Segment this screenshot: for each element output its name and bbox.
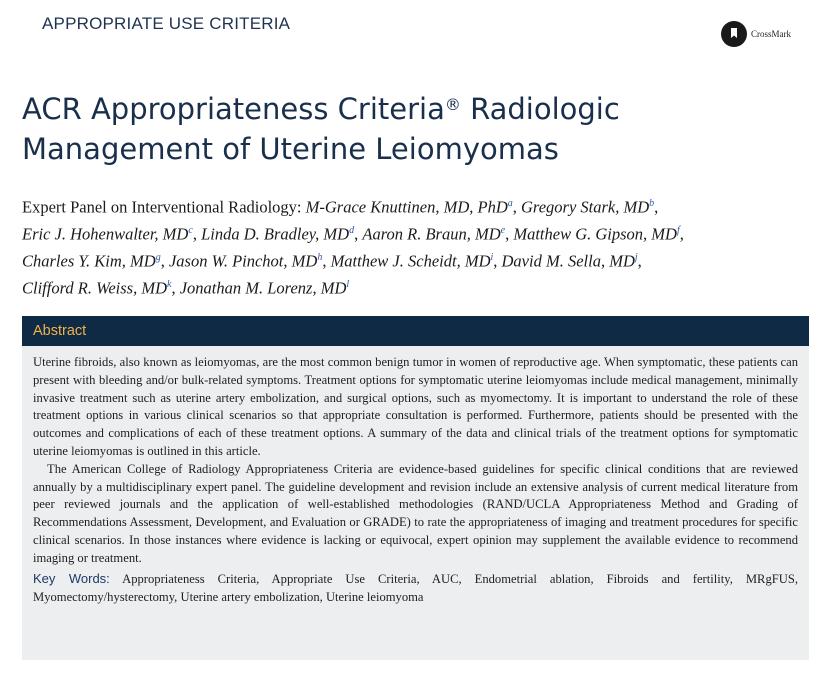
title-line1: ACR Appropriateness Criteria: [22, 92, 445, 126]
section-label: APPROPRIATE USE CRITERIA: [42, 14, 291, 33]
title-line2: Management of Uterine Leiomyomas: [22, 132, 559, 166]
author-name: Aaron R. Braun, MD: [362, 224, 501, 244]
author-affiliation-mark[interactable]: g: [155, 252, 161, 263]
author-name: Charles Y. Kim, MD: [22, 251, 156, 271]
author-name: Linda D. Bradley, MD: [201, 224, 350, 244]
keywords: [33, 570, 798, 606]
keywords-list: Appropriateness Criteria, Appropriate Use Criteria, AUC, Endometrial ablation, Fibroids and fertility, MRgFUS, Myomectomy/hysterectomy, Uterine artery embolization, Uterine leiomyoma: [33, 571, 799, 604]
author-affiliation-mark[interactable]: l: [346, 279, 350, 290]
author-affiliation-mark[interactable]: k: [167, 279, 172, 290]
author-affiliation-mark[interactable]: a: [507, 198, 513, 209]
article-title: [22, 89, 722, 169]
abstract-box: [22, 316, 809, 660]
author-name: Jonathan M. Lorenz, MD: [179, 278, 347, 298]
author-name: Clifford R. Weiss, MD: [22, 278, 167, 298]
author-affiliation-mark[interactable]: h: [317, 252, 323, 263]
keywords-label: Key Words:: [33, 570, 110, 586]
author-name: Matthew J. Scheidt, MD: [330, 251, 491, 271]
panel-affiliation: Expert Panel on Interventional Radiology:: [22, 197, 306, 217]
author-name: Eric J. Hohenwalter, MD: [22, 224, 189, 244]
crossmark-icon: [721, 21, 747, 47]
author-affiliation-mark[interactable]: j: [634, 252, 638, 263]
author-name: David M. Sella, MD: [501, 251, 635, 271]
abstract-paragraph-2: The American College of Radiology Appropriateness Criteria are evidence-based guidelines for specific clinical conditions that are reviewed annually by a multidisciplinary expert panel. The guideline development and revision include an extensive analysis of current medical literature from peer reviewed journals and the application of well-established methodologies (RAND/UCLA Appropriateness Method and Grading of Recommendations Assessment, Development, and Evaluation or GRADE) to rate the appropriateness of imaging and treatment procedures for specific clinical scenarios. In those instances where evidence is lacking or equivocal, expert opinion may supplement the available evidence to recommend imaging or treatment.: [33, 461, 798, 565]
author-affiliation-mark[interactable]: i: [490, 252, 494, 263]
registered-mark: ®: [444, 95, 461, 114]
author-affiliation-mark[interactable]: e: [500, 225, 506, 236]
author-name: Matthew G. Gipson, MD: [513, 224, 677, 244]
author-name: Gregory Stark, MD: [521, 197, 650, 217]
title-line1-rest: Radiologic: [460, 92, 620, 126]
author-affiliation-mark[interactable]: d: [349, 225, 355, 236]
author-list: Expert Panel on Interventional Radiology: M-Grace Knuttinen, MD, PhD$^a$, Gregory Stark, $MD^b$, Eric J. Hohenwalter, $MD^c$, Linda D. Bradley, $MD^d$, Aaron R. Braun, MDe, Matthew G. Gipson, $MD^f$, Charles Y. Kim, $MD^g$, Jason W. Pinchot, $MD^h$, Matthew J. Scheidt, $MD^i$, David M. Sella, $MD^j$, Clifford R. Weiss, $MD^k$, Jonathan M. Lorenz, $MD^l$: [22, 197, 684, 298]
author-name: Jason W. Pinchot, MD: [168, 251, 318, 271]
abstract-body: [22, 346, 809, 606]
author-affiliation-mark[interactable]: f: [676, 225, 680, 236]
author-affiliation-mark[interactable]: c: [188, 225, 193, 236]
crossmark-badge[interactable]: [721, 21, 791, 47]
author-name: M-Grace Knuttinen, MD, PhD: [305, 197, 508, 217]
abstract-paragraph-1: Uterine fibroids, also known as leiomyomas, are the most common benign tumor in women of reproductive age. When symptomatic, these patients can present with bleeding and/or bulk-related symptoms. Treatment options for symptomatic uterine leiomyomas include medical management, minimally invasive treatment such as uterine artery embolization, and surgical options, such as myomectomy. It is important to understand the role of these treatment options in various clinical scenarios so that appropriate consultation is performed. Furthermore, patients should be presented with the outcomes and complications of each of these treatment options. A summary of the data and clinical trials of the treatment options for symptomatic uterine leiomyomas is outlined in this article.: [33, 355, 798, 458]
author-affiliation-mark[interactable]: b: [649, 198, 655, 209]
abstract-heading: Abstract: [22, 316, 809, 346]
crossmark-label: CrossMark: [751, 29, 791, 39]
